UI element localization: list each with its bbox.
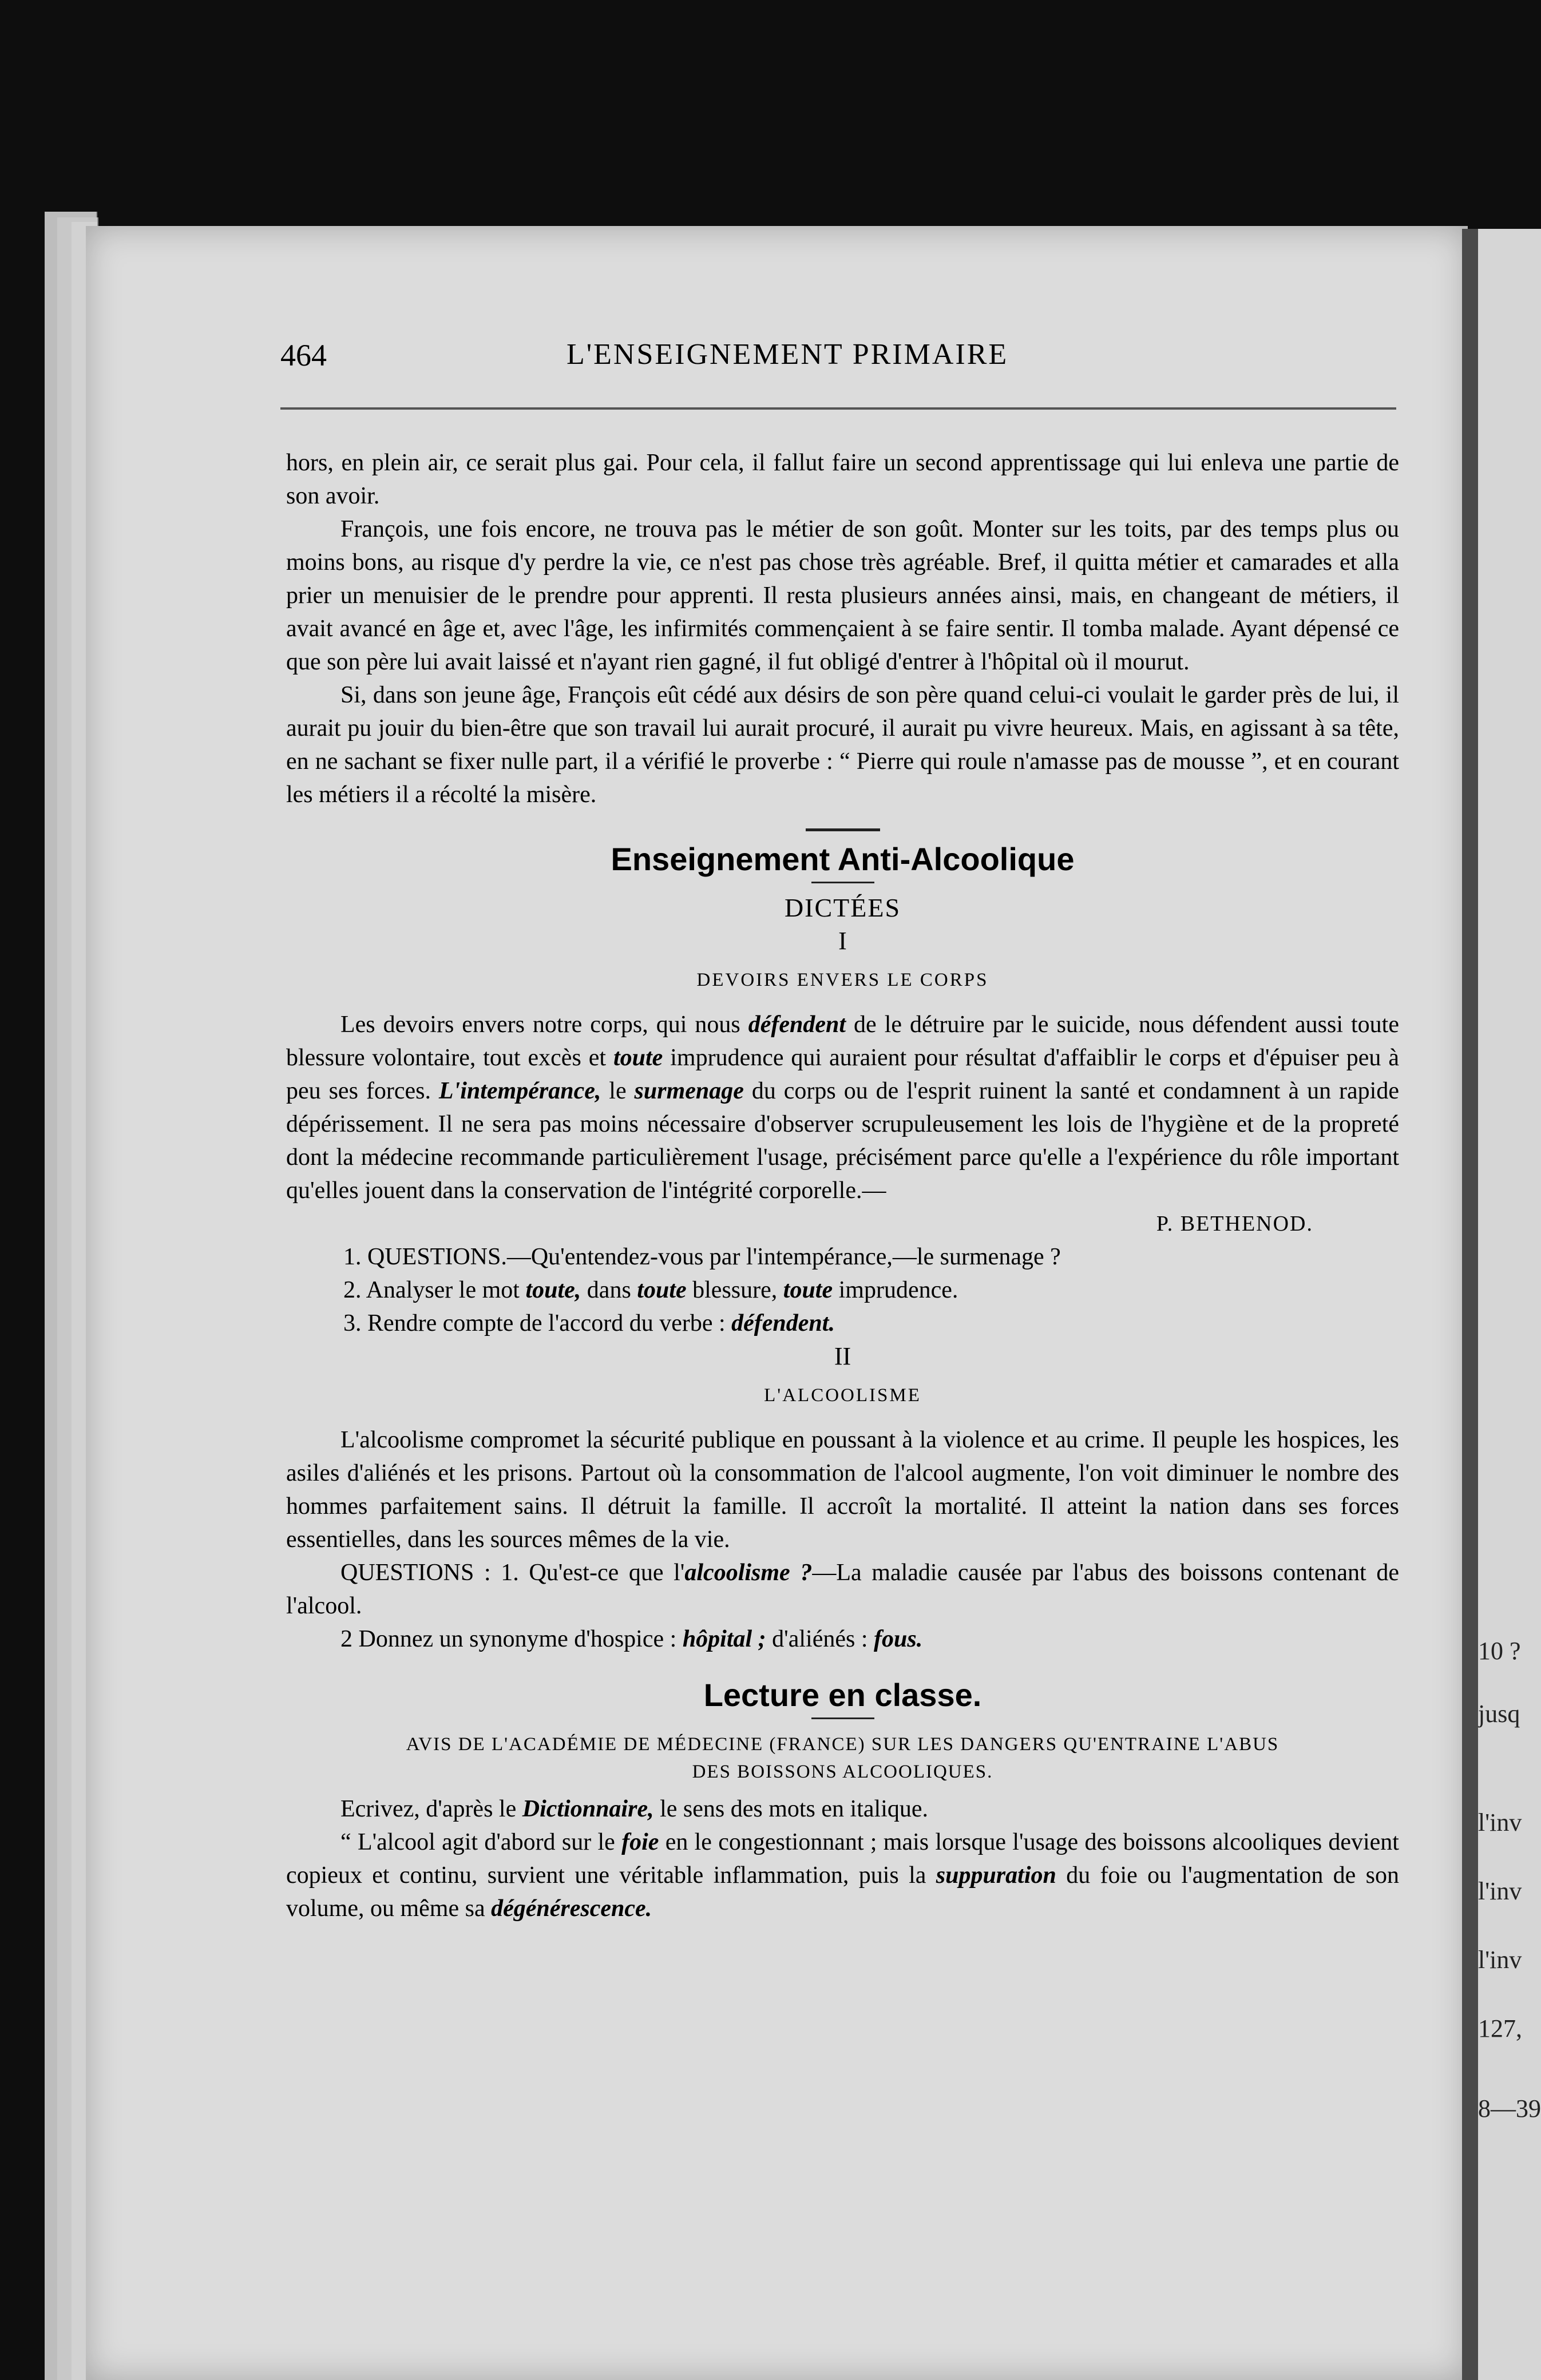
dictee-heading: L'ALCOOLISME bbox=[764, 1385, 921, 1406]
reading-heading: AVIS DE L'ACADÉMIE DE MÉDECINE (FRANCE) SUR LES DANGERS QU'ENTRAINE L'ABUS DES BOISSONS ALCOOLIQUES. bbox=[406, 1734, 1279, 1782]
question-item: 2 Donnez un synonyme d'hospice : hôpital ; d'aliénés : fous. bbox=[340, 1626, 923, 1652]
fragment-text: 127, bbox=[1478, 2014, 1522, 2042]
section-title: Lecture en classe. bbox=[703, 1677, 982, 1713]
dictee-text: Les devoirs envers notre corps, qui nous défendent de le détruire par le suicide, nous défendent aussi toute blessure volontaire, tout excès et toute imprudence qui auraient pour résultat d'affaiblir le corps et d'épuiser peu à peu ses forces. L'intempérance, le surmenage du corps ou de l'esprit ruinent la santé et condamnent à un rapide dépérissement. Il ne sera pas moins nécessaire d'observer scrupuleusement les lois de l'hygiène et de la propreté dont la médecine recommande particulièrement l'usage, précisément parce qu'elle a l'expérience du rôle important qu'elles jouent dans la conservation de l'intégrité corporelle.— bbox=[286, 1011, 1400, 1204]
running-title: L'ENSEIGNEMENT PRIMAIRE bbox=[567, 338, 1009, 371]
question-item: QUESTIONS : 1. Qu'est-ce que l'alcoolisme ?—La maladie causée par l'abus des boissons contenant de l'alcool. bbox=[286, 1560, 1399, 1619]
running-header bbox=[280, 338, 1402, 389]
reading-text: “ L'alcool agit d'abord sur le foie en le congestionnant ; mais lorsque l'usage des boissons alcooliques devient copieux et continu, survient une véritable inflammation, puis la suppuration du foie ou l'augmentation de son volume, ou même sa dégénérescence. bbox=[286, 1829, 1399, 1922]
story-paragraph: Si, dans son jeune âge, François eût cédé aux désirs de son père quand celui-ci voulait le garder près de lui, il aurait pu jouir du bien-être que son travail lui aurait procuré, il aurait pu vivre heureux. Mais, en agissant à sa tête, en ne sachant se fixer nulle part, il a vérifié le proverbe : “ Pierre qui roule n'amasse pas de mousse ”, et en courant les métiers il a récolté la misère. bbox=[286, 682, 1399, 808]
book-gutter bbox=[1462, 229, 1478, 2380]
question-item: 3. Rendre compte de l'accord du verbe : défendent. bbox=[343, 1310, 835, 1336]
section-rule bbox=[811, 882, 874, 883]
fragment-text: l'inv bbox=[1478, 1808, 1522, 1836]
page-content bbox=[286, 446, 1399, 1925]
section-rule bbox=[811, 1717, 874, 1719]
fragment-text: l'inv bbox=[1478, 1946, 1522, 1974]
header-rule bbox=[280, 407, 1396, 410]
story-paragraph: François, une fois encore, ne trouva pas le métier de son goût. Monter sur les toits, par des temps plus ou moins bons, au risque d'y perdre la vie, ce n'est pas chose très agréable. Bref, il quitta métier et camarades et alla prier un menuisier de le prendre pour apprenti. Il resta plusieurs années ainsi, mais, en changeant de métiers, il avait avancé en âge et, avec l'âge, les infirmités commençaient à se faire sentir. Il tomba malade. Ayant dépensé ce que son père lui avait laissé et n'ayant rien gagné, il fut obligé d'entrer à l'hôpital où il mourut. bbox=[286, 516, 1399, 675]
section-title: Enseignement Anti-Alcoolique bbox=[611, 841, 1075, 877]
question-item: 1. QUESTIONS.—Qu'entendez-vous par l'intempérance,—le surmenage ? bbox=[343, 1244, 1061, 1270]
question-item: 2. Analyser le mot toute, dans toute blessure, toute imprudence. bbox=[343, 1277, 958, 1303]
fragment-text: l'inv bbox=[1478, 1877, 1522, 1905]
section-rule bbox=[806, 828, 880, 831]
dictee-author: P. BETHENOD. bbox=[1156, 1212, 1313, 1236]
dictee-heading: DEVOIRS ENVERS LE CORPS bbox=[696, 970, 989, 990]
story-paragraph: hors, en plein air, ce serait plus gai. Pour cela, il fallut faire un second apprentissage qui lui enleva une partie de son avoir. bbox=[286, 450, 1399, 509]
fragment-text: 8—39 bbox=[1478, 2095, 1541, 2123]
page-number: 464 bbox=[280, 338, 327, 372]
dictee-number: II bbox=[834, 1342, 851, 1370]
section-subtitle: DICTÉES bbox=[784, 893, 901, 922]
fragment-text: jusq bbox=[1478, 1700, 1520, 1728]
fragment-text: 10 ? bbox=[1478, 1637, 1521, 1665]
adjacent-page-fragment bbox=[1478, 229, 1541, 2380]
dictee-text: L'alcoolisme compromet la sécurité publique en poussant à la violence et au crime. Il peuple les hospices, les asiles d'aliénés et les prisons. Partout où la consommation de l'alcool augmente, l'on voit diminuer le nombre des hommes parfaitement sains. Il détruit la famille. Il accroît la mortalité. Il atteint la nation dans ses forces essentielles, dans les sources mêmes de la vie. bbox=[286, 1427, 1399, 1553]
dictee-number: I bbox=[838, 927, 847, 955]
reading-instruction: Ecrivez, d'après le Dictionnaire, le sens des mots en italique. bbox=[340, 1796, 929, 1822]
